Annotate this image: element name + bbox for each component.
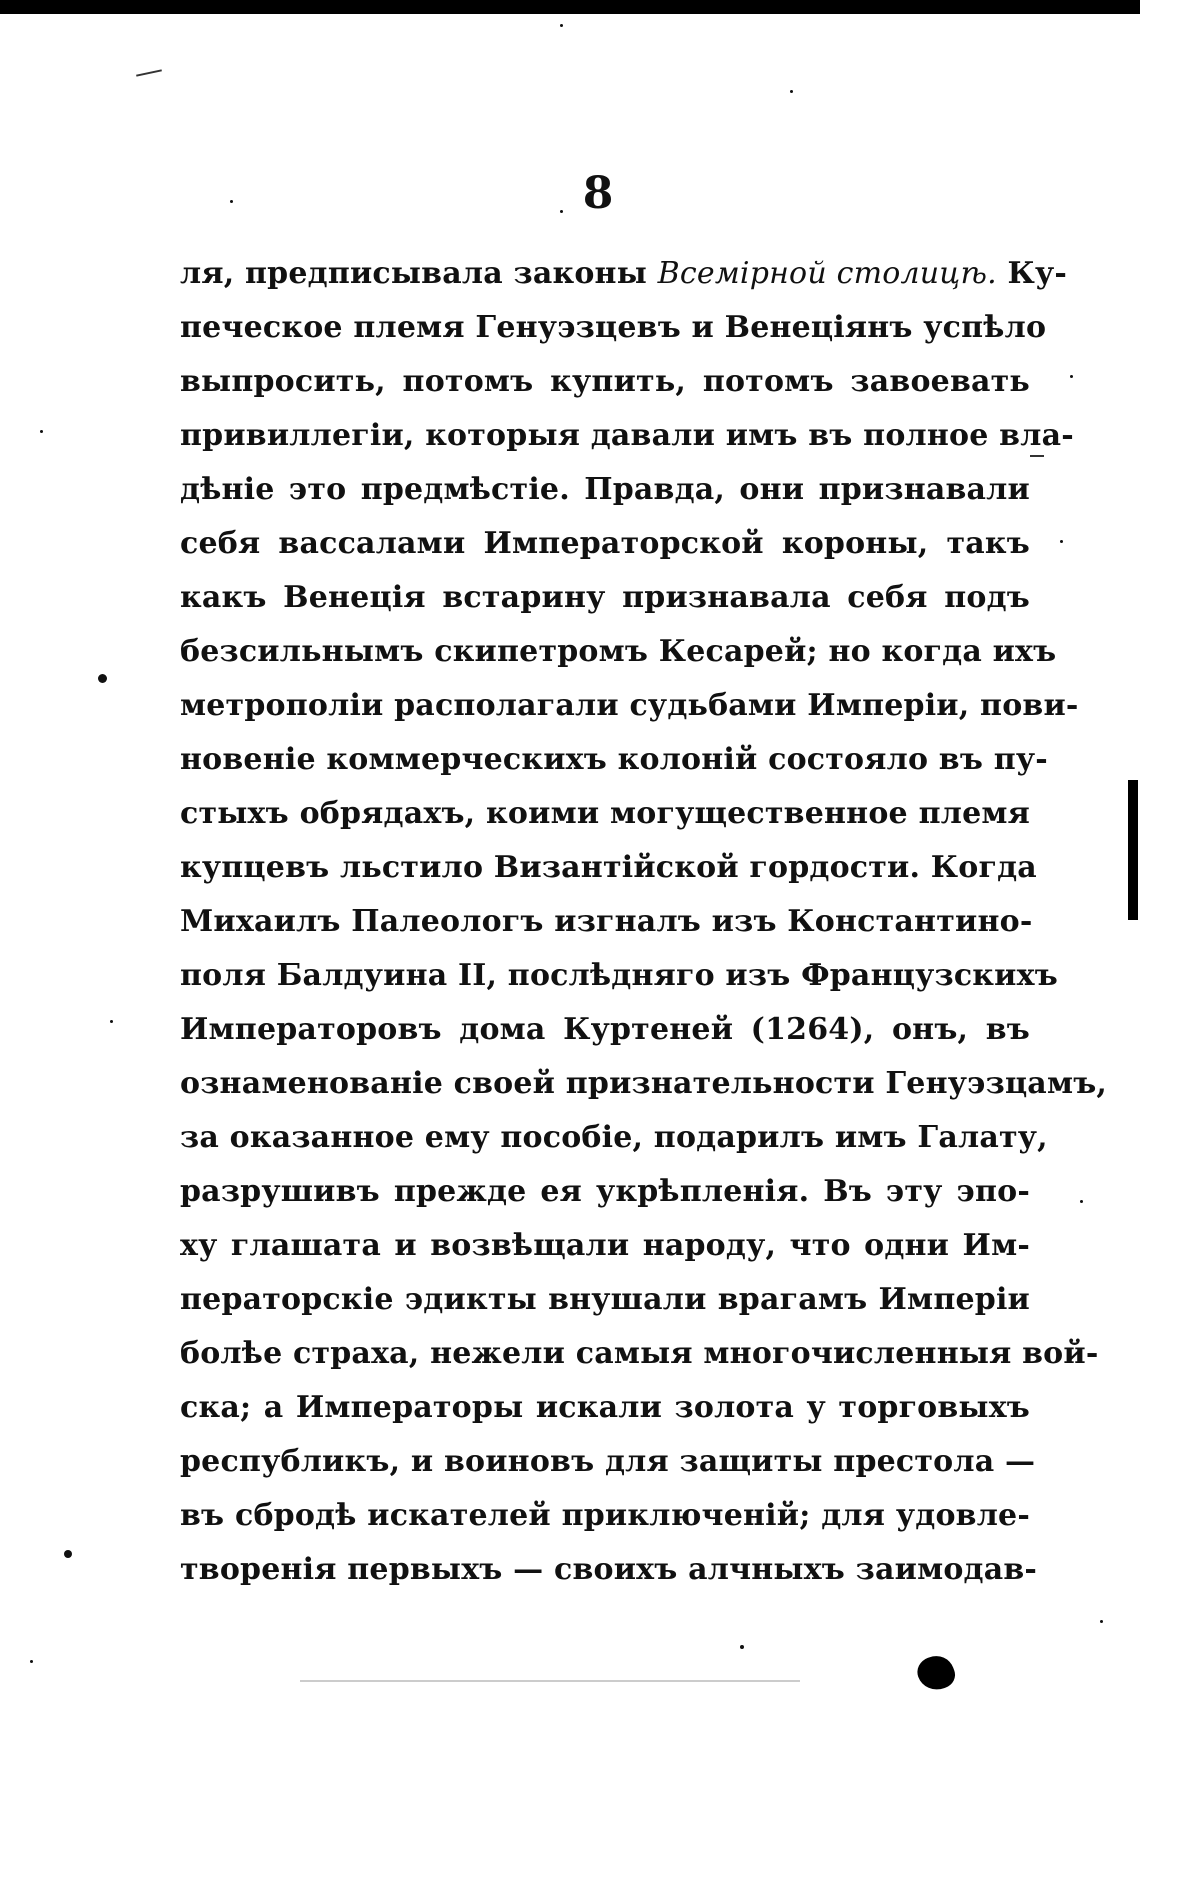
text-line: творенія первыхъ — своихъ алчныхъ заимодав- xyxy=(180,1552,1038,1587)
text-line: безсильнымъ скипетромъ Кесарей; но когда ихъ xyxy=(180,634,1057,669)
text-line: купцевъ льстило Византійской гордости. Когда xyxy=(180,850,1037,885)
scan-dash xyxy=(136,69,162,76)
scan-speck xyxy=(98,674,107,683)
scan-speck xyxy=(1080,1200,1083,1203)
scan-speck xyxy=(560,24,563,27)
text-line: ознаменованіе своей признательности Генуэзцамъ, xyxy=(180,1066,1108,1101)
text-line: болѣе страха, нежели самыя многочисленныя вой- xyxy=(180,1336,1099,1371)
scan-speck xyxy=(560,210,563,213)
text-line: ху глашата и возвѣщали народу, что одни Им- xyxy=(180,1228,1030,1263)
text-line: метрополіи располагали судьбами Имперіи, пови- xyxy=(180,688,1079,723)
scan-top-border xyxy=(0,0,1140,14)
text-line: ператорскіе эдикты внушали врагамъ Имперіи xyxy=(180,1282,1030,1317)
scan-speck xyxy=(64,1550,72,1558)
scan-speck xyxy=(1100,1620,1103,1623)
text-line: Михаилъ Палеологъ изгналъ изъ Константино- xyxy=(180,904,1033,939)
scan-speck xyxy=(30,1660,33,1663)
page-number: 8 xyxy=(582,168,614,219)
scan-speck xyxy=(790,90,793,93)
text-line: стыхъ обрядахъ, коими могущественное племя xyxy=(180,796,1030,831)
scan-speck xyxy=(110,1020,113,1023)
scan-speck xyxy=(40,430,43,433)
text-line: Императоровъ дома Куртеней (1264), онъ, въ xyxy=(180,1012,1030,1047)
scan-right-edge-mark xyxy=(1128,780,1138,920)
text-line: какъ Венеція встарину признавала себя подъ xyxy=(180,580,1030,615)
text-line: республикъ, и воиновъ для защиты престола — xyxy=(180,1444,1036,1479)
scan-speck xyxy=(1060,540,1063,543)
text-line: за оказанное ему пособіе, подарилъ имъ Галату, xyxy=(180,1120,1048,1155)
text-line: дѣніе это предмѣстіе. Правда, они признавали xyxy=(180,472,1030,507)
text-line: себя вассалами Императорской короны, такъ xyxy=(180,526,1030,561)
text-line: выпросить, потомъ купить, потомъ завоевать xyxy=(180,364,1030,399)
italic-phrase: Всемірной столицѣ. xyxy=(657,256,997,291)
text-line: печеское племя Генуэзцевъ и Венеціянъ успѣло xyxy=(180,310,1047,345)
scan-dash xyxy=(300,1680,800,1682)
scan-speck xyxy=(1070,375,1073,378)
scan-dash xyxy=(1030,455,1044,457)
ink-blot xyxy=(913,1651,958,1695)
text-line: ска; а Императоры искали золота у торговыхъ xyxy=(180,1390,1030,1425)
body-text xyxy=(180,247,1108,1597)
text-line: въ сбродѣ искателей приключеній; для удовле- xyxy=(180,1498,1030,1533)
text-line: новеніе коммерческихъ колоній состояло въ пу- xyxy=(180,742,1048,777)
text-line: поля Балдуина II, послѣдняго изъ Французскихъ xyxy=(180,958,1058,993)
text-line: разрушивъ прежде ея укрѣпленія. Въ эту эпо- xyxy=(180,1174,1030,1209)
text-line: привиллегіи, которыя давали имъ въ полное вла- xyxy=(180,418,1074,453)
scan-speck xyxy=(740,1645,744,1649)
text-line: ля, предписывала законы Всемірной столицѣ. Ку- xyxy=(180,256,1068,291)
scan-speck xyxy=(230,200,233,203)
